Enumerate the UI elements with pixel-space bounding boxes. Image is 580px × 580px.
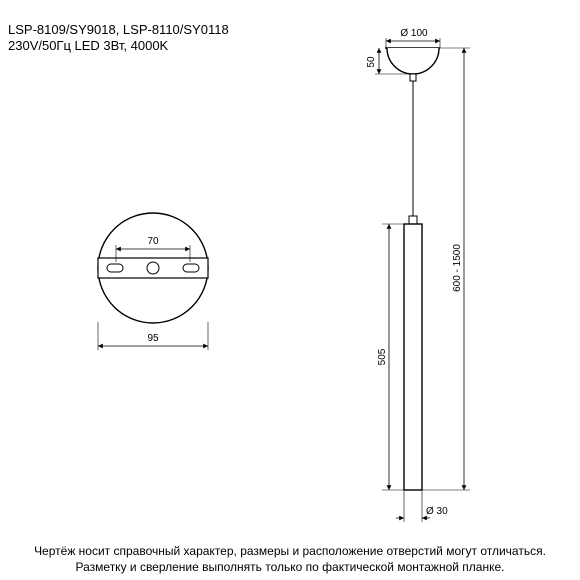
dim-label-505: 505 (377, 348, 388, 366)
dim-label-50: 50 (366, 56, 377, 68)
dim-label-overall: 600 - 1500 (452, 244, 463, 292)
mounting-plate-view (98, 213, 208, 350)
lamp-tube (404, 224, 422, 490)
disclaimer-line-2: Разметку и сверление выполнять только по фактической монтажной планке. (75, 560, 505, 574)
dim-label-d100: Ø 100 (400, 28, 428, 39)
dim-label-95: 95 (147, 333, 159, 344)
slot-hole-right (183, 264, 199, 272)
center-hole (147, 262, 159, 274)
disclaimer-line-1: Чертёж носит справочный характер, размеры и расположение отверстий могут отличаться. (34, 544, 546, 558)
slot-hole-left (107, 264, 123, 272)
canopy-dome (387, 48, 439, 74)
dim-label-d30: Ø 30 (426, 506, 448, 517)
dim-label-70: 70 (147, 236, 159, 247)
pendant-lamp-view (366, 28, 470, 522)
model-numbers: LSP-8109/SY9018, LSP-8110/SY0118 (8, 22, 229, 37)
electrical-specs: 230V/50Гц LED 3Вт, 4000K (8, 38, 169, 53)
